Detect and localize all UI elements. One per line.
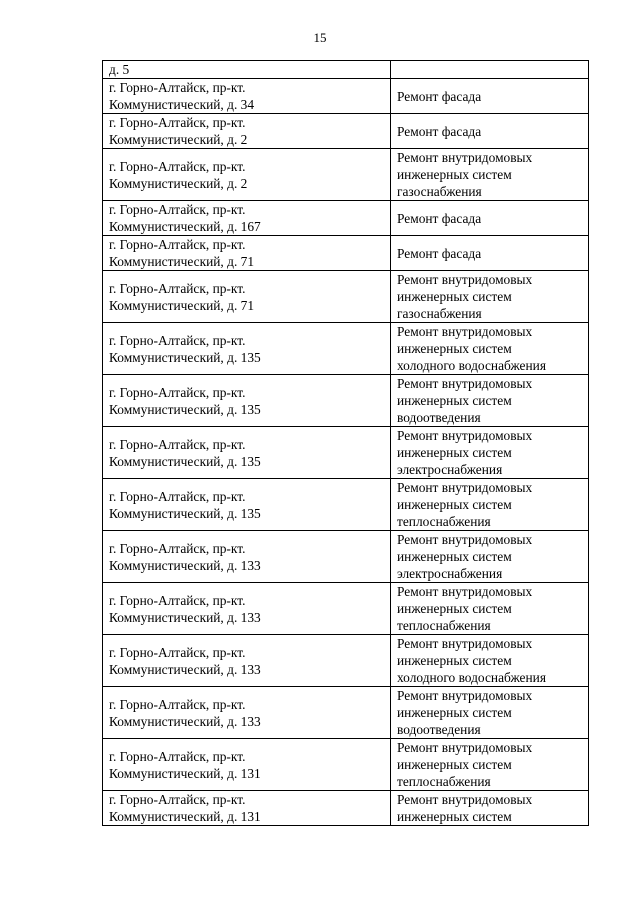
table-row xyxy=(103,739,589,791)
table-row xyxy=(103,79,589,114)
work-type-cell: Ремонт фасада xyxy=(391,236,589,271)
address-cell: г. Горно-Алтайск, пр-кт. Коммунистический, д. 34 xyxy=(103,79,391,114)
address-cell: г. Горно-Алтайск, пр-кт. Коммунистический, д. 133 xyxy=(103,635,391,687)
page-number: 15 xyxy=(313,30,327,45)
address-cell: г. Горно-Алтайск, пр-кт. Коммунистический, д. 135 xyxy=(103,479,391,531)
address-cell: д. 5 xyxy=(103,61,391,79)
address-cell: г. Горно-Алтайск, пр-кт. Коммунистический, д. 131 xyxy=(103,791,391,826)
work-type-cell: Ремонт внутридомовых инженерных систем холодного водоснабжения xyxy=(391,323,589,375)
table-row xyxy=(103,114,589,149)
address-cell: г. Горно-Алтайск, пр-кт. Коммунистический, д. 133 xyxy=(103,687,391,739)
table-row xyxy=(103,635,589,687)
address-cell: г. Горно-Алтайск, пр-кт. Коммунистический, д. 135 xyxy=(103,427,391,479)
address-cell: г. Горно-Алтайск, пр-кт. Коммунистический, д. 133 xyxy=(103,531,391,583)
work-type-cell: Ремонт внутридомовых инженерных систем газоснабжения xyxy=(391,149,589,201)
work-type-cell: Ремонт внутридомовых инженерных систем газоснабжения xyxy=(391,271,589,323)
work-type-cell: Ремонт внутридомовых инженерных систем электроснабжения xyxy=(391,531,589,583)
work-type-cell: Ремонт внутридомовых инженерных систем xyxy=(391,791,589,826)
table-row xyxy=(103,201,589,236)
work-type-cell: Ремонт внутридомовых инженерных систем теплоснабжения xyxy=(391,739,589,791)
work-type-cell: Ремонт внутридомовых инженерных систем теплоснабжения xyxy=(391,583,589,635)
table-row xyxy=(103,583,589,635)
work-type-cell: Ремонт внутридомовых инженерных систем теплоснабжения xyxy=(391,479,589,531)
table-body xyxy=(103,61,589,826)
work-type-cell: Ремонт внутридомовых инженерных систем холодного водоснабжения xyxy=(391,635,589,687)
address-cell: г. Горно-Алтайск, пр-кт. Коммунистический, д. 2 xyxy=(103,114,391,149)
work-type-cell: Ремонт фасада xyxy=(391,201,589,236)
repair-works-table xyxy=(102,60,589,826)
table-row xyxy=(103,375,589,427)
address-cell: г. Горно-Алтайск, пр-кт. Коммунистический, д. 2 xyxy=(103,149,391,201)
address-cell: г. Горно-Алтайск, пр-кт. Коммунистический, д. 135 xyxy=(103,323,391,375)
work-type-cell: Ремонт фасада xyxy=(391,79,589,114)
table-row xyxy=(103,236,589,271)
address-cell: г. Горно-Алтайск, пр-кт. Коммунистический, д. 133 xyxy=(103,583,391,635)
address-cell: г. Горно-Алтайск, пр-кт. Коммунистический, д. 71 xyxy=(103,271,391,323)
table-row xyxy=(103,531,589,583)
work-type-cell: Ремонт внутридомовых инженерных систем водоотведения xyxy=(391,687,589,739)
work-type-cell xyxy=(391,61,589,79)
table-row xyxy=(103,687,589,739)
table-row xyxy=(103,479,589,531)
address-cell: г. Горно-Алтайск, пр-кт. Коммунистический, д. 71 xyxy=(103,236,391,271)
work-type-cell: Ремонт внутридомовых инженерных систем водоотведения xyxy=(391,375,589,427)
work-type-cell: Ремонт внутридомовых инженерных систем электроснабжения xyxy=(391,427,589,479)
address-cell: г. Горно-Алтайск, пр-кт. Коммунистический, д. 135 xyxy=(103,375,391,427)
work-type-cell: Ремонт фасада xyxy=(391,114,589,149)
table-row xyxy=(103,427,589,479)
address-cell: г. Горно-Алтайск, пр-кт. Коммунистический, д. 131 xyxy=(103,739,391,791)
table-row xyxy=(103,323,589,375)
table-row xyxy=(103,791,589,826)
table-row xyxy=(103,61,589,79)
table-row xyxy=(103,271,589,323)
address-cell: г. Горно-Алтайск, пр-кт. Коммунистический, д. 167 xyxy=(103,201,391,236)
table-row xyxy=(103,149,589,201)
